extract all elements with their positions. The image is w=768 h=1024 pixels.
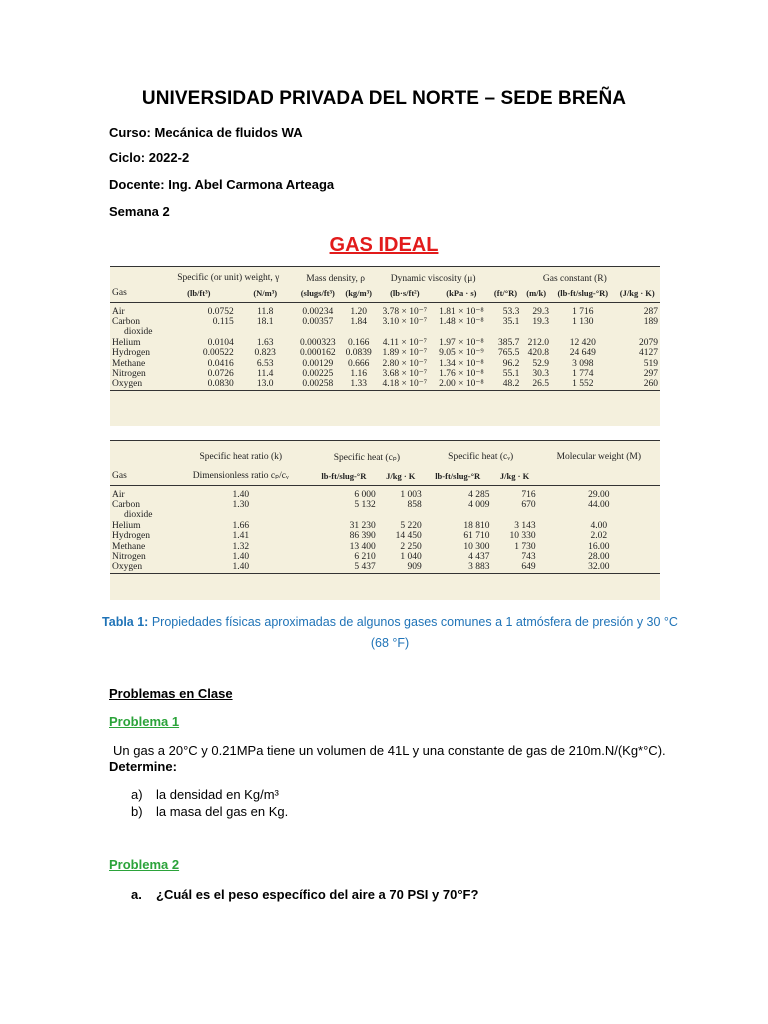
item-text: ¿Cuál es el peso específico del aire a 70 PSI y 70°F? xyxy=(156,887,479,902)
col-header: (kPa · s) xyxy=(446,287,477,298)
value-cell: 189 xyxy=(643,316,658,327)
value-cell: 1.40 xyxy=(232,562,250,573)
value-cell xyxy=(551,327,615,337)
value-cell: 13.0 xyxy=(256,379,274,390)
col-header: lb-ft/slug-°R xyxy=(435,470,481,481)
col-header: (N/m³) xyxy=(253,287,278,298)
value-cell: 6 210 xyxy=(354,551,376,562)
table-row xyxy=(110,369,660,379)
value-cell: 1.89 × 10⁻⁷ xyxy=(382,348,428,359)
header-dynamic-viscosity: Dynamic viscosity (μ) xyxy=(390,273,476,284)
table-row xyxy=(110,379,660,390)
value-cell: 260 xyxy=(643,379,658,390)
col-header: J/kg · K xyxy=(386,470,416,481)
value-cell: 3 883 xyxy=(468,562,490,573)
week-line: Semana 2 xyxy=(109,204,170,219)
value-cell: 18.1 xyxy=(256,316,274,327)
value-cell: 2 250 xyxy=(400,541,422,552)
value-cell: 287 xyxy=(643,306,658,317)
value-cell: 28.00 xyxy=(588,551,610,562)
problem-2-item-a xyxy=(131,887,478,902)
value-cell: 3.10 × 10⁻⁷ xyxy=(382,316,428,327)
value-cell: 1.81 × 10⁻⁸ xyxy=(439,306,484,317)
gas-name-cell: Air xyxy=(112,489,125,500)
course-line: Curso: Mecánica de fluidos WA xyxy=(109,125,303,140)
caption-text: Propiedades físicas aproximadas de algunos gases comunes a 1 atmósfera de presión y 30 °C (68 °F) xyxy=(148,615,678,650)
col-gas: Gas xyxy=(112,287,127,298)
problem-1-determine: Determine: xyxy=(109,759,177,774)
value-cell: 55.1 xyxy=(502,368,520,379)
value-cell xyxy=(377,327,434,337)
gas-name-cell: Methane xyxy=(112,358,146,369)
gas-name-cell: Air xyxy=(112,306,125,317)
value-cell: 13 400 xyxy=(349,541,376,552)
value-cell: 1.84 xyxy=(350,316,368,327)
value-cell: 4127 xyxy=(639,348,658,359)
value-cell: 1.40 xyxy=(232,489,250,500)
table-row xyxy=(110,552,660,562)
value-cell: 0.0104 xyxy=(207,337,234,348)
value-cell: 2079 xyxy=(639,337,658,348)
gas-properties-table-2 xyxy=(110,440,660,600)
value-cell xyxy=(521,327,551,337)
value-cell: 3 143 xyxy=(514,520,536,531)
table-row xyxy=(110,359,660,369)
col-header xyxy=(538,467,660,485)
col-header: J/kg · K xyxy=(499,470,530,481)
value-cell: 4 437 xyxy=(468,551,490,562)
value-cell: 2.80 × 10⁻⁷ xyxy=(382,358,428,369)
value-cell xyxy=(492,510,538,520)
value-cell: 4 285 xyxy=(468,489,490,500)
value-cell: 0.0416 xyxy=(207,358,234,369)
col-header: (lb-ft/slug-°R) xyxy=(557,287,609,298)
value-cell: 670 xyxy=(521,499,536,510)
table-row xyxy=(110,307,660,317)
value-cell: 765.5 xyxy=(498,348,520,359)
value-cell: 4.11 × 10⁻⁷ xyxy=(382,337,427,348)
value-cell: 0.000323 xyxy=(299,337,336,348)
value-cell: 0.00234 xyxy=(302,306,334,317)
table-row xyxy=(110,521,660,531)
table-row xyxy=(110,317,660,327)
value-cell: 11.4 xyxy=(257,368,274,379)
value-cell: 26.5 xyxy=(532,379,549,390)
value-cell: 19.3 xyxy=(532,316,549,327)
value-cell: 0.00258 xyxy=(302,379,334,390)
value-cell: 53.3 xyxy=(502,306,520,317)
value-cell: 0.00522 xyxy=(202,348,234,359)
value-cell xyxy=(538,510,660,520)
gas-name-cell: Carbon xyxy=(112,499,140,510)
value-cell: 0.0839 xyxy=(345,348,372,359)
value-cell: 18 810 xyxy=(463,520,490,531)
gas-name-cell: dioxide xyxy=(124,327,153,338)
value-cell: 6 000 xyxy=(354,489,376,500)
value-cell: 1.40 xyxy=(232,551,250,562)
value-cell: 9.05 × 10⁻⁹ xyxy=(439,348,484,359)
col-gas: Gas xyxy=(112,470,127,481)
value-cell: 1.41 xyxy=(232,531,250,542)
value-cell: 5 437 xyxy=(354,562,376,573)
value-cell: 11.8 xyxy=(257,306,274,317)
gas-name-cell: Nitrogen xyxy=(112,368,146,379)
value-cell: 1.66 xyxy=(232,520,250,531)
col-header: lb-ft/slug-°R xyxy=(321,470,367,481)
problem-1-item-a xyxy=(131,787,279,802)
value-cell xyxy=(172,510,310,520)
problem-2-title: Problema 2 xyxy=(109,857,180,872)
value-cell: 1 730 xyxy=(514,541,536,552)
value-cell: 1.63 xyxy=(256,337,274,348)
gas-name-cell: Oxygen xyxy=(112,379,143,390)
value-cell: 32.00 xyxy=(588,562,610,573)
value-cell: 52.9 xyxy=(532,358,549,369)
problem-1-title: Problema 1 xyxy=(109,714,180,729)
col-header: (J/kg · K) xyxy=(619,287,655,298)
value-cell xyxy=(615,327,660,337)
value-cell: 385.7 xyxy=(498,337,520,348)
value-cell: 1.33 xyxy=(350,379,368,390)
value-cell: 96.2 xyxy=(502,358,520,369)
value-cell: 31 230 xyxy=(349,520,376,531)
value-cell: 649 xyxy=(521,562,536,573)
value-cell: 1.32 xyxy=(232,541,250,552)
value-cell: 1 040 xyxy=(400,551,422,562)
value-cell: 16.00 xyxy=(588,541,610,552)
gas-name-cell: Nitrogen xyxy=(112,551,146,562)
value-cell: 0.823 xyxy=(254,348,276,359)
gas-name-cell: Hydrogen xyxy=(112,348,150,359)
gas-properties-table-1 xyxy=(110,266,660,426)
col-header: (m/k) xyxy=(526,287,547,298)
item-marker: b) xyxy=(131,804,143,819)
value-cell xyxy=(424,510,492,520)
table-row xyxy=(110,562,660,573)
table-row xyxy=(110,542,660,552)
value-cell: 0.000162 xyxy=(299,348,336,359)
value-cell: 716 xyxy=(521,489,536,500)
header-specific-heat-cv: Specific heat (cᵥ) xyxy=(448,452,514,462)
value-cell: 14 450 xyxy=(395,531,422,542)
cycle-line: Ciclo: 2022-2 xyxy=(109,150,190,165)
value-cell: 1.97 × 10⁻⁸ xyxy=(439,337,484,348)
gas-name-cell: Methane xyxy=(112,541,146,552)
value-cell: 0.115 xyxy=(212,316,234,327)
table-row xyxy=(110,348,660,358)
col-header: Dimensionless ratio cₚ/cᵥ xyxy=(192,471,289,482)
value-cell: 0.00357 xyxy=(302,316,334,327)
col-header: (slugs/ft³) xyxy=(300,287,335,298)
teacher-line: Docente: Ing. Abel Carmona Arteaga xyxy=(109,177,335,192)
table-2-body xyxy=(110,490,660,578)
value-cell xyxy=(310,510,378,520)
problem-1-statement: Un gas a 20°C y 0.21MPa tiene un volumen de 41L y una constante de gas de 210m.N/(Kg*°C). xyxy=(113,743,666,758)
caption-label: Tabla 1: xyxy=(102,615,149,629)
value-cell xyxy=(295,327,341,337)
header-specific-weight: Specific (or unit) weight, γ xyxy=(177,273,280,283)
header-molecular-weight: Molecular weight (M) xyxy=(556,452,642,462)
value-cell xyxy=(341,327,377,337)
table-row xyxy=(110,500,660,510)
value-cell xyxy=(490,327,522,337)
value-cell: 1.16 xyxy=(350,368,368,379)
value-cell: 48.2 xyxy=(502,379,520,390)
table-caption xyxy=(100,612,680,654)
value-cell: 1.30 xyxy=(232,499,250,510)
value-cell: 0.00225 xyxy=(302,368,334,379)
value-cell: 858 xyxy=(407,499,422,510)
header-specific-heat-cp: Specific heat (cₚ) xyxy=(333,452,401,463)
gas-name-cell: Carbon xyxy=(112,316,140,327)
value-cell: 86 390 xyxy=(349,531,376,542)
value-cell: 35.1 xyxy=(502,316,520,327)
gas-name-cell: Helium xyxy=(112,337,141,348)
value-cell: 519 xyxy=(643,358,658,369)
value-cell: 1 552 xyxy=(572,379,594,390)
value-cell: 4.18 × 10⁻⁷ xyxy=(382,379,428,390)
value-cell: 1 003 xyxy=(400,489,422,500)
header-mass-density: Mass density, ρ xyxy=(306,273,365,284)
value-cell: 1 130 xyxy=(572,316,594,327)
value-cell: 6.53 xyxy=(256,358,274,369)
header-gas-constant: Gas constant (R) xyxy=(542,273,607,284)
item-text: la densidad en Kg/m³ xyxy=(156,787,279,802)
section-title: GAS IDEAL xyxy=(329,234,439,256)
col-header: (lb/ft³) xyxy=(187,287,211,298)
value-cell: 212.0 xyxy=(527,337,549,348)
value-cell: 1.20 xyxy=(350,306,368,317)
item-text: la masa del gas en Kg. xyxy=(156,804,289,819)
item-marker: a) xyxy=(131,787,143,802)
value-cell: 5 132 xyxy=(354,499,376,510)
table-1-body xyxy=(110,307,660,395)
value-cell: 24 649 xyxy=(569,348,596,359)
value-cell: 12 420 xyxy=(569,337,596,348)
value-cell: 2.00 × 10⁻⁸ xyxy=(439,379,484,390)
value-cell: 4.00 xyxy=(590,520,608,531)
value-cell xyxy=(378,510,424,520)
value-cell: 1 774 xyxy=(572,368,594,379)
value-cell: 3.68 × 10⁻⁷ xyxy=(382,368,428,379)
table-row xyxy=(110,327,660,337)
col-header: (lb·s/ft²) xyxy=(390,287,420,298)
value-cell: 1.76 × 10⁻⁸ xyxy=(439,368,484,379)
value-cell: 5 220 xyxy=(400,520,422,531)
value-cell: 4 009 xyxy=(468,499,490,510)
value-cell: 1 716 xyxy=(572,306,594,317)
value-cell: 1.34 × 10⁻⁸ xyxy=(439,358,484,369)
problems-heading: Problemas en Clase xyxy=(109,686,233,701)
header-specific-heat-ratio: Specific heat ratio (k) xyxy=(199,452,283,462)
value-cell: 0.0726 xyxy=(207,368,234,379)
gas-name-cell: dioxide xyxy=(124,510,153,521)
gas-name-cell: Helium xyxy=(112,520,141,531)
value-cell: 0.666 xyxy=(348,358,370,369)
gas-name-cell: Oxygen xyxy=(112,562,143,573)
value-cell xyxy=(236,327,295,337)
value-cell: 1.48 × 10⁻⁸ xyxy=(439,316,484,327)
value-cell: 3 098 xyxy=(572,358,594,369)
table-row xyxy=(110,338,660,348)
value-cell: 10 330 xyxy=(509,531,536,542)
item-marker: a. xyxy=(131,887,142,902)
value-cell xyxy=(162,327,236,337)
value-cell: 30.3 xyxy=(532,368,549,379)
value-cell: 743 xyxy=(521,551,536,562)
value-cell: 0.0830 xyxy=(207,379,234,390)
value-cell: 61 710 xyxy=(463,531,490,542)
col-header: (ft/°R) xyxy=(493,287,518,298)
value-cell: 3.78 × 10⁻⁷ xyxy=(382,306,428,317)
value-cell: 29.00 xyxy=(588,489,610,500)
table-row xyxy=(110,490,660,500)
value-cell: 2.02 xyxy=(590,531,608,542)
value-cell: 44.00 xyxy=(588,499,610,510)
problem-1-item-b xyxy=(131,804,288,819)
value-cell: 909 xyxy=(407,562,422,573)
value-cell: 10 300 xyxy=(463,541,490,552)
value-cell: 0.00129 xyxy=(302,358,334,369)
value-cell: 0.0752 xyxy=(207,306,234,317)
col-header: (kg/m³) xyxy=(345,287,373,298)
value-cell xyxy=(433,327,490,337)
value-cell: 297 xyxy=(643,368,658,379)
value-cell: 420.8 xyxy=(527,348,549,359)
value-cell: 29.3 xyxy=(532,306,549,317)
university-title: UNIVERSIDAD PRIVADA DEL NORTE – SEDE BREÑA xyxy=(141,88,627,109)
value-cell: 0.166 xyxy=(348,337,370,348)
table-row xyxy=(110,510,660,520)
table-row xyxy=(110,531,660,541)
gas-name-cell: Hydrogen xyxy=(112,531,150,542)
